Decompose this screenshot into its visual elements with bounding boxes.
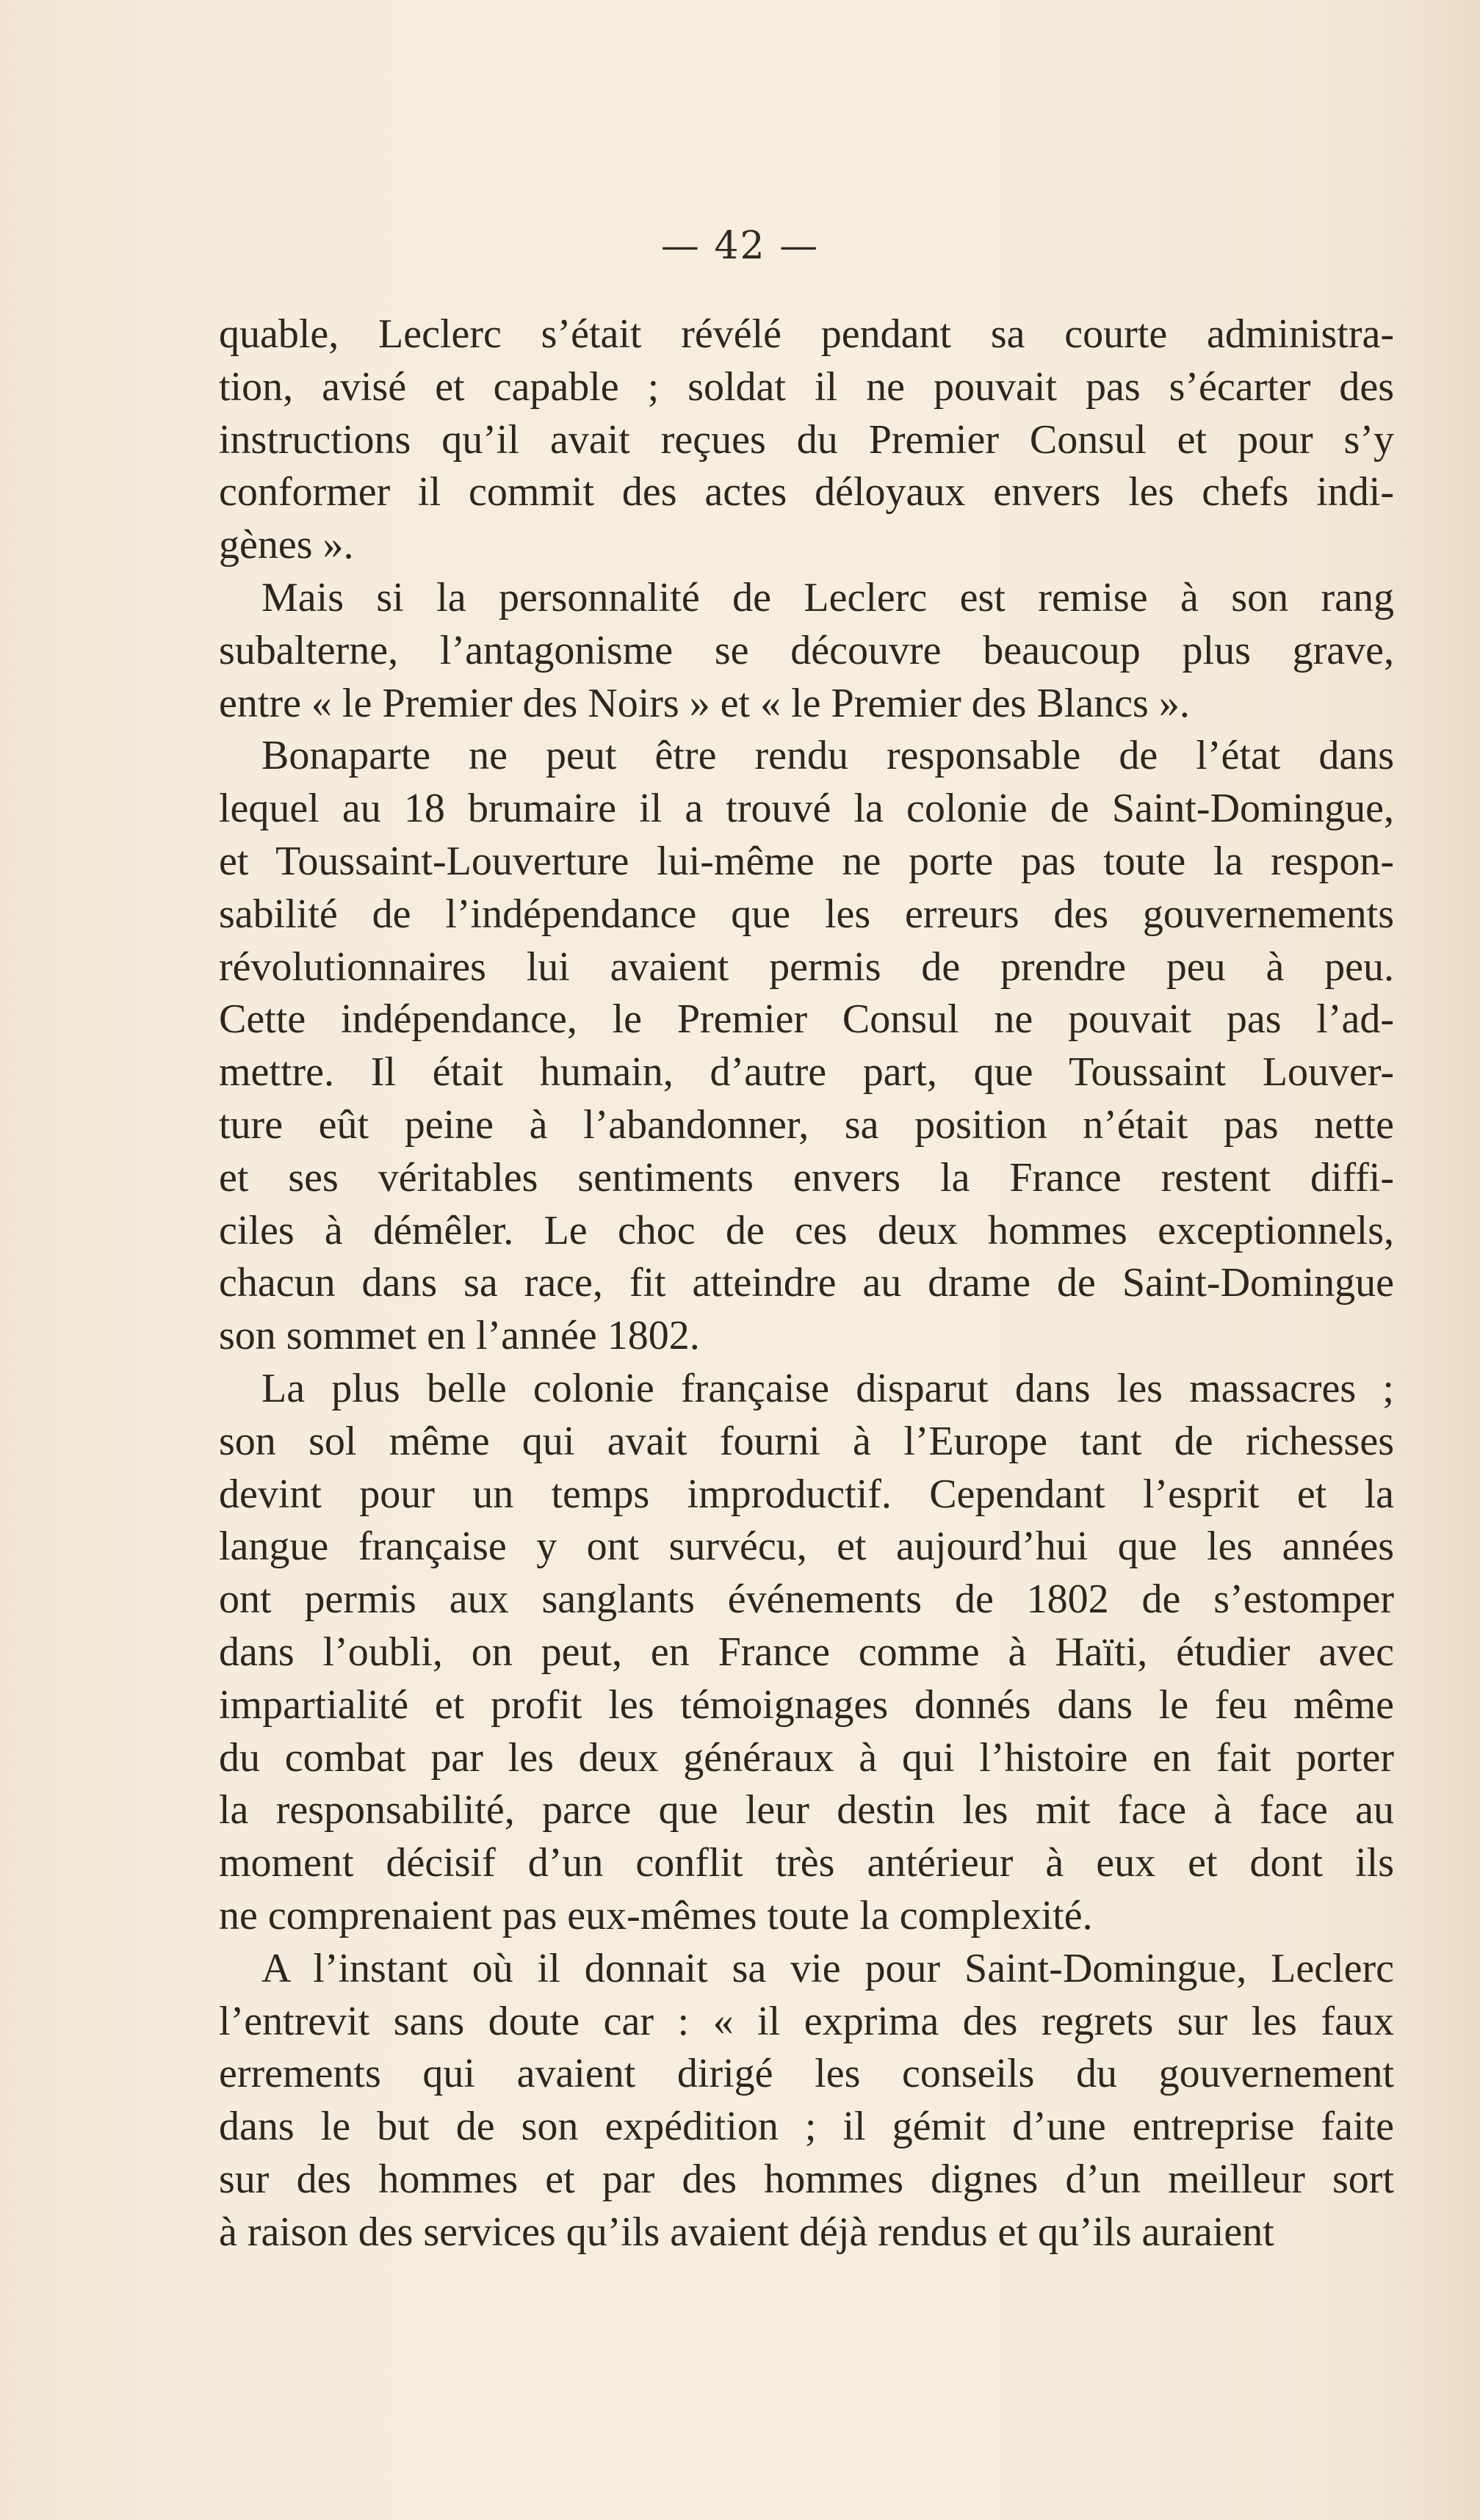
text-line: conformer il commit des actes déloyaux envers les chefs indi-: [219, 469, 1394, 515]
text-line: Cette indépendance, le Premier Consul ne pouvait pas l’ad-: [219, 996, 1394, 1043]
paragraph: [219, 1363, 1394, 1943]
text-line: entre « le Premier des Noirs » et « le Premier des Blancs ».: [219, 680, 1190, 726]
text-line: ture eût peine à l’abandonner, sa position n’était pas nette: [219, 1101, 1394, 1148]
paragraph: [219, 1943, 1394, 2259]
body-text: [219, 308, 1394, 2259]
text-line: devint pour un temps improductif. Cependant l’esprit et la: [219, 1471, 1394, 1517]
text-line: sabilité de l’indépendance que les erreurs des gouvernements: [219, 891, 1394, 937]
text-line: moment décisif d’un conflit très antérieur à eux et dont ils: [219, 1840, 1394, 1886]
text-line: lequel au 18 brumaire il a trouvé la colonie de Saint-Domingue,: [219, 786, 1394, 832]
text-line: tion, avisé et capable ; soldat il ne pouvait pas s’écarter des: [219, 363, 1394, 410]
text-line: dans l’oubli, on peut, en France comme à Haïti, étudier avec: [219, 1629, 1394, 1675]
text-line: dans le but de son expédition ; il gémit d’une entreprise faite: [219, 2104, 1394, 2150]
paragraph: [219, 572, 1394, 730]
text-line: à raison des services qu’ils avaient déjà rendus et qu’ils auraient: [219, 2209, 1274, 2255]
text-line: l’entrevit sans doute car : « il exprima des regrets sur les faux: [219, 1998, 1394, 2044]
text-line: langue française y ont survécu, et aujourd’hui que les années: [219, 1524, 1394, 1570]
text-line: ne comprenaient pas eux-mêmes toute la complexité.: [219, 1892, 1093, 1938]
text-line: quable, Leclerc s’était révélé pendant sa courte administra-: [219, 311, 1394, 357]
text-line: A l’instant où il donnait sa vie pour Saint-Domingue, Leclerc: [261, 1945, 1394, 1991]
text-line: et Toussaint-Louverture lui-même ne porte pas toute la respon-: [219, 838, 1394, 884]
text-line: mettre. Il était humain, d’autre part, que Toussaint Louver-: [219, 1049, 1394, 1096]
page-number: — 42 —: [660, 224, 820, 268]
paragraph: [219, 730, 1394, 1363]
text-line: gènes ».: [219, 522, 354, 568]
text-line: subalterne, l’antagonisme se découvre beaucoup plus grave,: [219, 627, 1394, 673]
text-line: impartialité et profit les témoignages donnés dans le feu même: [219, 1681, 1394, 1728]
text-line: errements qui avaient dirigé les conseils du gouvernement: [219, 2051, 1394, 2097]
text-line: révolutionnaires lui avaient permis de prendre peu à peu.: [219, 944, 1394, 990]
text-line: et ses véritables sentiments envers la France restent diffi-: [219, 1154, 1394, 1201]
paragraph: [219, 308, 1394, 572]
text-line: Mais si la personnalité de Leclerc est remise à son rang: [261, 574, 1394, 620]
text-line: son sommet en l’année 1802.: [219, 1313, 700, 1359]
text-line: ont permis aux sanglants événements de 1802 de s’estomper: [219, 1576, 1394, 1623]
text-line: chacun dans sa race, fit atteindre au drame de Saint-Domingue: [219, 1260, 1394, 1306]
text-line: ciles à démêler. Le choc de ces deux hommes exceptionnels,: [219, 1207, 1394, 1253]
text-line: Bonaparte ne peut être rendu responsable de l’état dans: [261, 733, 1394, 779]
text-line: La plus belle colonie française disparut dans les massacres ;: [261, 1365, 1394, 1411]
text-line: la responsabilité, parce que leur destin les mit face à face au: [219, 1787, 1394, 1833]
text-line: du combat par les deux généraux à qui l’histoire en fait porter: [219, 1734, 1394, 1781]
text-line: son sol même qui avait fourni à l’Europe tant de richesses: [219, 1418, 1394, 1464]
text-line: sur des hommes et par des hommes dignes d’un meilleur sort: [219, 2156, 1394, 2202]
text-line: instructions qu’il avait reçues du Premier Consul et pour s’y: [219, 416, 1394, 463]
